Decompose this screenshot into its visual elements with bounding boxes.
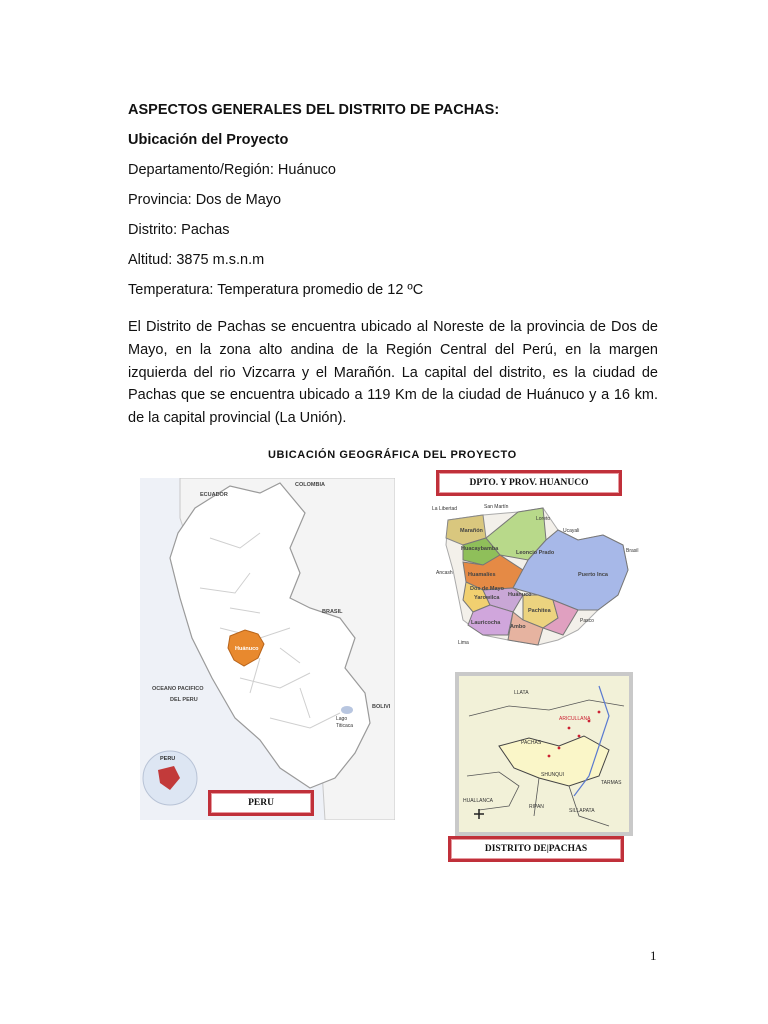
district-map (455, 672, 633, 836)
fact-province: Provincia: Dos de Mayo (128, 192, 282, 208)
page-number: 1 (650, 948, 657, 963)
huanuco-map-label-san-martin: San Martín (484, 504, 509, 510)
fact-department: Departamento/Región: Huánuco (128, 162, 336, 178)
huanuco-map-label-brasil: Brasil (626, 548, 639, 554)
peru-map (140, 478, 395, 820)
huanuco-map-graphic (428, 500, 650, 650)
huanuco-map-label-huacaybamba: Huacaybamba (461, 546, 499, 552)
huanuco-map-label-ancash: Ancash (436, 570, 453, 576)
fact-temperature: Temperatura: Temperatura promedio de 12 ºC (128, 282, 424, 298)
huanuco-map-label-yarowilca: Yarowilca (474, 595, 500, 601)
huanuco-map-label-huamalies: Huamalíes (468, 572, 496, 578)
district-map-label-sillapata: SILLAPATA (569, 808, 595, 814)
district-map-label-aricullana: ARICULLANA (559, 716, 591, 722)
peru-map-label-huanuco: Huánuco (235, 646, 259, 652)
huanuco-map-label-la-libertad: La Libertad (432, 506, 458, 512)
peru-map-label-lago-2: Titicaca (336, 723, 354, 729)
peru-map-box-label: PERU (208, 790, 314, 816)
huanuco-map-label-leoncio-prado: Leoncio Prado (516, 550, 555, 556)
district-map-graphic (459, 676, 629, 832)
peru-map-label-bolivia: BOLIVI (372, 704, 391, 710)
figure-title: UBICACIÓN GEOGRÁFICA DEL PROYECTO (268, 449, 517, 461)
huanuco-map-label-puerto-inca: Puerto Inca (578, 572, 608, 578)
fact-district: Distrito: Pachas (128, 222, 230, 238)
district-map-box-label: DISTRITO DE|PACHAS (448, 836, 624, 862)
fact-altitude: Altitud: 3875 m.s.n.m (128, 252, 265, 268)
peru-map-label-ecuador: ECUADOR (200, 492, 228, 498)
district-map-label-llata: LLATA (514, 690, 529, 696)
peru-map-label-ocean-2: DEL PERU (170, 697, 198, 703)
district-map-label-tarmas: TARMAS (601, 780, 622, 786)
peru-map-label-globe: PERU (160, 756, 176, 762)
peru-map-graphic (140, 478, 395, 820)
huanuco-map-label-ambo: Ambo (510, 624, 526, 630)
district-map-label-shunqui: SHUNQUI (541, 772, 565, 778)
huanuco-map-label-lima: Lima (458, 640, 469, 646)
location-paragraph: El Distrito de Pachas se encuentra ubicado al Noreste de la provincia de Dos de Mayo, en la zona alto andina de la Región Central del Perú, en la margen izquierda del rio Vizcarra y el Marañón. La capital del distrito, es la ciudad de Pachas que se encuentra ubicado a 119 Km de la ciudad de Huánuco y a 16 km. de la capital provincial (La Unión). (128, 319, 658, 427)
peru-map-label-lago-1: Lago (336, 716, 348, 722)
page-heading: ASPECTOS GENERALES DEL DISTRITO DE PACHAS: (128, 102, 500, 118)
huanuco-map-label-maranon: Marañón (460, 528, 483, 534)
huanuco-map-label-pachitea: Pachitea (528, 608, 551, 614)
page-subheading: Ubicación del Proyecto (128, 132, 289, 148)
huanuco-map-label-loreto: Loreto (536, 516, 551, 522)
huanuco-map-box-label: DPTO. Y PROV. HUANUCO (436, 470, 622, 496)
huanuco-map-label-lauricocha: Lauricocha (471, 620, 501, 626)
huanuco-map (428, 500, 650, 650)
huanuco-map-label-pasco: Pasco (580, 618, 594, 624)
district-map-label-huallanca: HUALLANCA (463, 798, 494, 804)
peru-map-label-brasil: BRASIL (322, 609, 343, 615)
district-map-label-pachas: PACHAS (521, 740, 542, 746)
huanuco-map-label-dos-de-mayo: Dos de Mayo (470, 586, 504, 592)
district-map-label-ripan: RIPAN (529, 804, 544, 810)
peru-map-label-colombia: COLOMBIA (295, 482, 325, 488)
huanuco-map-label-ucayali: Ucayali (563, 528, 580, 534)
huanuco-map-label-huanuco: Huánuco (508, 592, 532, 598)
peru-map-label-ocean-1: OCEANO PACIFICO (152, 686, 204, 692)
